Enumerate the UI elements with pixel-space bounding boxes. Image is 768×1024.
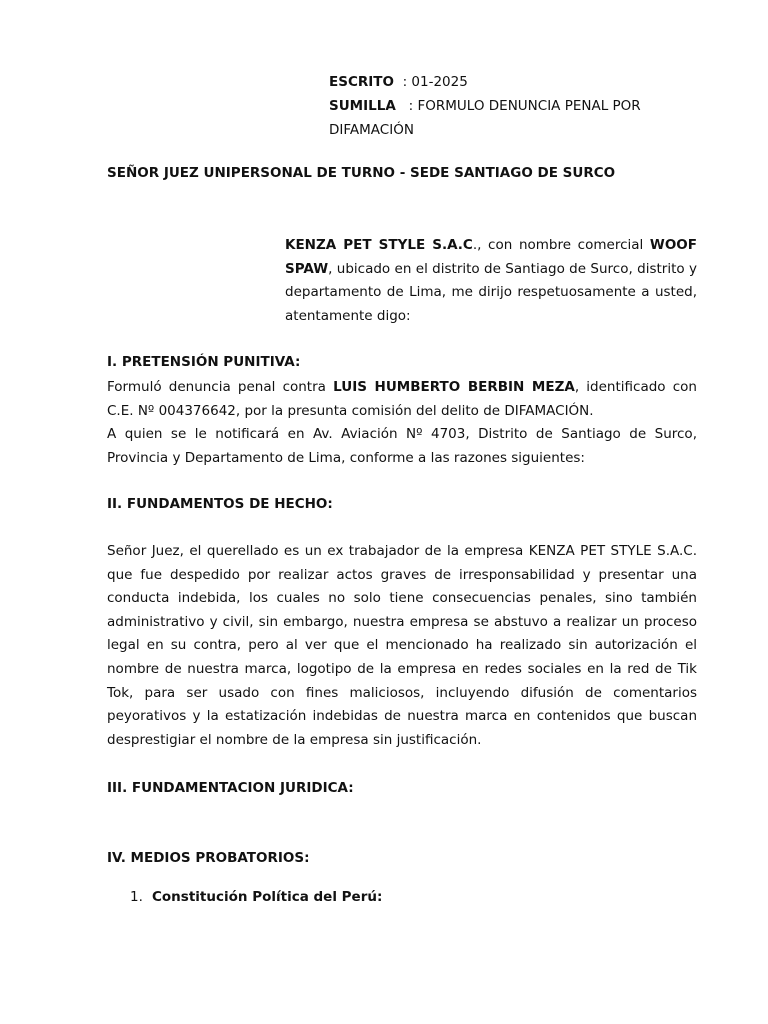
s1-text-1: Formuló denuncia penal contra <box>107 379 334 395</box>
section-2-body: Señor Juez, el querellado es un ex trabajador de la empresa KENZA PET STYLE S.A.C. que fue despedido por realizar actos graves de irresponsabilidad y presentar una conducta indebida, los cuales no solo tiene consecuencias penales, sino también administrativo y civil, sin embargo, nuestra empresa se abstuvo a realizar un proceso legal en su contra, pero al ver que el mencionado ha realizado sin autorización el nombre de nuestra marca, logotipo de la empresa en redes sociales en la red de Tik Tok, para ser usado con fines maliciosos, incluyendo difusión de comentarios peyorativos y la estatización indebidas de nuestra marca en contenidos que buscan desprestigiar el nombre de la empresa sin justificación. <box>107 543 697 748</box>
section-1-paragraph-1 <box>107 376 697 423</box>
section-2-heading: II. FUNDAMENTOS DE HECHO: <box>107 496 333 512</box>
section-4-heading: IV. MEDIOS PROBATORIOS: <box>107 850 310 866</box>
addressee-heading: SEÑOR JUEZ UNIPERSONAL DE TURNO - SEDE SANTIAGO DE SURCO <box>107 165 616 181</box>
section-1-heading: I. PRETENSIÓN PUNITIVA: <box>107 354 301 370</box>
escrito-key: ESCRITO <box>329 74 394 90</box>
sumilla-key: SUMILLA <box>329 98 396 114</box>
list-label: Constitución Política del Perú: <box>152 889 383 905</box>
section-1-body <box>107 376 697 470</box>
brand-name: WOOF SPAW <box>285 237 697 277</box>
accused-name: LUIS HUMBERTO BERBIN MEZA <box>333 379 575 395</box>
section-3-heading: III. FUNDAMENTACION JURIDICA: <box>107 780 354 796</box>
section-1-paragraph-2: A quien se le notificará en Av. Aviación Nº 4703, Distrito de Santiago de Surco, Provincia y Departamento de Lima, conforme a las razones siguientes: <box>107 426 697 466</box>
escrito-line <box>329 70 468 94</box>
sumilla-line <box>329 94 641 118</box>
escrito-value: : 01-2025 <box>402 74 468 90</box>
list-number: 1. <box>130 889 143 905</box>
company-name: KENZA PET STYLE S.A.C <box>285 237 473 253</box>
intro-paragraph <box>285 234 697 328</box>
intro-text-2: , ubicado en el distrito de Santiago de Surco, distrito y departamento de Lima, me dirijo respetuosamente a usted, atentamente digo: <box>285 260 697 324</box>
sumilla-continuation: DIFAMACIÓN <box>329 122 414 138</box>
list-item <box>130 889 382 905</box>
s1-text-2: , identificado con C.E. Nº 004376642, por la presunta comisión del delito de DIFAMACIÓN. <box>107 379 697 419</box>
intro-text-1: ., con nombre comercial <box>472 237 650 253</box>
sumilla-value: : FORMULO DENUNCIA PENAL POR <box>408 98 641 114</box>
